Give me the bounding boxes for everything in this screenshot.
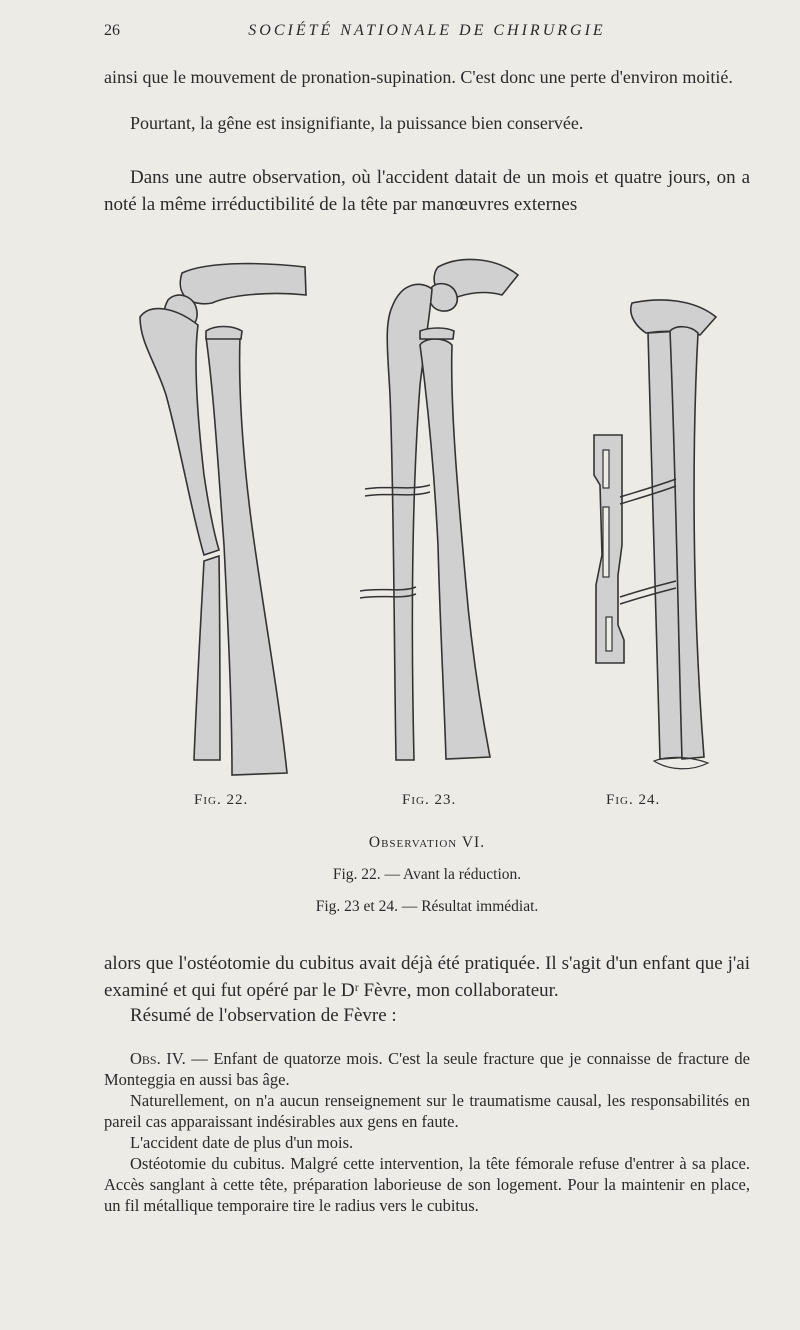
- fig-24-label: Fig. 24.: [606, 792, 661, 808]
- caption-line-1: Fig. 22. — Avant la réduction.: [332, 866, 522, 883]
- obs-text: — Enfant de quatorze mois. C'est la seule fracture que je connaisse de fracture de Monteggia en aussi bas âge.: [104, 1049, 750, 1089]
- fig-24-drawing: [594, 300, 716, 769]
- figure-illustrations: [120, 245, 740, 805]
- fig-22-drawing: [140, 264, 306, 775]
- fig-23-label: Fig. 23.: [402, 792, 457, 808]
- page-number: 26: [104, 22, 120, 39]
- running-title: SOCIÉTÉ NATIONALE DE CHIRURGIE: [248, 22, 606, 39]
- paragraph-1: ainsi que le mouvement de pronation-supination. C'est donc une perte d'environ moitié.: [104, 67, 733, 87]
- observation-summary-2: Naturellement, on n'a aucun renseignement sur le traumatisme causal, les responsabilités en pareil cas apparaissant indésirables aux gens en faute.: [104, 1091, 750, 1131]
- observation-summary-4: Ostéotomie du cubitus. Malgré cette intervention, la tête fémorale refuse d'entrer à sa place. Accès sanglant à cette tête, préparation laborieuse de son logement. Pour la maintenir en place, un fil métallique temporaire tire le radius vers le cubitus.: [104, 1154, 750, 1215]
- paragraph-4: alors que l'ostéotomie du cubitus avait déjà été pratiquée. Il s'agit d'un enfant que j'ai examiné et qui fut opéré par le Dʳ Fèvre, mon collaborateur.: [104, 953, 750, 1001]
- observation-summary-3: L'accident date de plus d'un mois.: [130, 1133, 354, 1152]
- caption-title: Observation VI.: [368, 834, 486, 851]
- fig-23-drawing: [360, 259, 518, 760]
- observation-summary-1: [104, 1048, 750, 1090]
- paragraph-5: Résumé de l'observation de Fèvre :: [130, 1005, 397, 1026]
- obs-label: Obs. IV.: [130, 1049, 186, 1068]
- paragraph-3: Dans une autre observation, où l'accident datait de un mois et quatre jours, on a noté la même irréductibilité de la tête par manœuvres externes: [104, 167, 750, 215]
- bone-drawings: [120, 245, 740, 805]
- caption-line-2: Fig. 23 et 24. — Résultat immédiat.: [315, 898, 539, 915]
- fig-22-label: Fig. 22.: [194, 792, 249, 808]
- paragraph-2: Pourtant, la gêne est insignifiante, la puissance bien conservée.: [130, 113, 584, 133]
- page-header: [104, 22, 750, 46]
